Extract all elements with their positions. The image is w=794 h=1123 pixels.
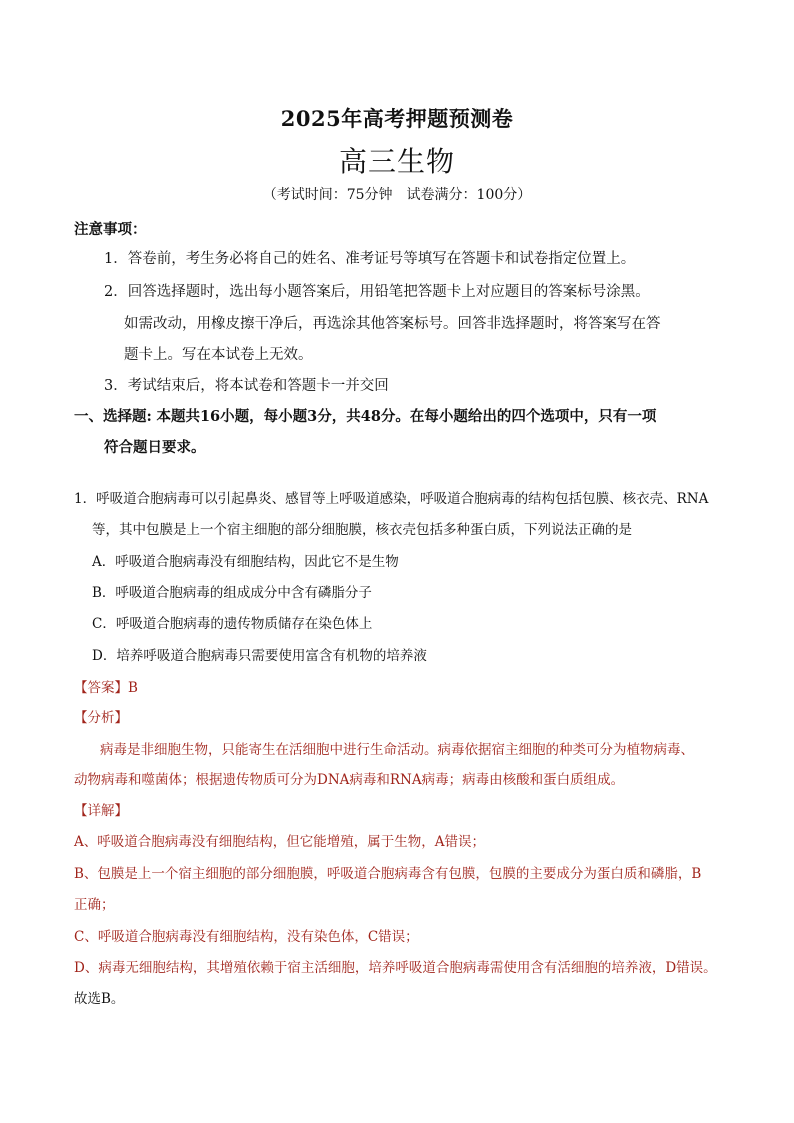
exam-title: 2025年高考押题预测卷 [280,106,514,131]
answer-value: B [128,680,138,696]
detail-a: A、呼吸道合胞病毒没有细胞结构，但它能增殖，属于生物，A错误； [74,834,485,850]
detail-b: B、包膜是上一个宿主细胞的部分细胞膜，呼吸道合胞病毒含有包膜，包膜的主要成分为蛋白质和磷脂，B [74,866,702,882]
option-d: D．培养呼吸道合胞病毒只需要使用富含有机物的培养液 [92,648,427,664]
notice-item-3: 3．考试结束后，将本试卷和答题卡一并交回 [104,378,389,394]
detail-b-cont: 正确； [74,897,115,913]
detail-label: 【详解】 [74,803,128,819]
exam-info: （考试时间：75分钟 试卷满分：100分） [262,187,532,203]
question-stem-cont: 等，其中包膜是上一个宿主细胞的部分细胞膜，核衣壳包括多种蛋白质，下列说法正确的是 [92,522,632,538]
notice-heading: 注意事项： [74,221,147,238]
detail-d: D、病毒无细胞结构，其增殖依赖于宿主活细胞，培养呼吸道合胞病毒需使用含有活细胞的培养液，D错误。 [74,960,717,976]
detail-c: C、呼吸道合胞病毒没有细胞结构，没有染色体，C错误； [74,929,419,945]
notice-item-1: 1．答卷前，考生务必将自己的姓名、准考证号等填写在答题卡和试卷指定位置上。 [104,251,636,267]
notice-item-2: 2．回答选择题时，选出每小题答案后，用铅笔把答题卡上对应题目的答案标号涂黑。 [104,284,650,300]
section-desc: 本题共16小题，每小题3分，共48分。在每小题给出的四个选项中，只有一项 [156,408,657,425]
section-heading [74,405,656,426]
analysis-text: 病毒是非细胞生物，只能寄生在活细胞中进行生命活动。病毒依据宿主细胞的种类可分为植物病毒、 [100,742,694,758]
question-stem: 1．呼吸道合胞病毒可以引起鼻炎、感冒等上呼吸道感染，呼吸道合胞病毒的结构包括包膜、核衣壳、RNA [74,491,709,507]
subject-title: 高三生物 [338,145,455,178]
answer [74,676,138,696]
conclusion: 故选B。 [74,991,125,1007]
option-c: C．呼吸道合胞病毒的遗传物质储存在染色体上 [92,616,373,632]
section-label: 一、选择题: [74,408,152,425]
option-a: A．呼吸道合胞病毒没有细胞结构，因此它不是生物 [92,554,399,570]
option-b: B．呼吸道合胞病毒的组成成分中含有磷脂分子 [92,585,372,601]
analysis-text-cont: 动物病毒和噬菌体；根据遗传物质可分为DNA病毒和RNA病毒；病毒由核酸和蛋白质组成。 [74,772,625,788]
answer-label: 【答案】 [74,680,128,696]
notice-item-2-cont: 如需改动，用橡皮擦干净后，再选涂其他答案标号。回答非选择题时，将答案写在答 [124,316,661,332]
section-desc-cont: 符合题日要求。 [104,439,206,456]
notice-item-2-cont: 题卡上。写在本试卷上无效。 [124,347,313,363]
analysis-label: 【分析】 [74,710,128,726]
